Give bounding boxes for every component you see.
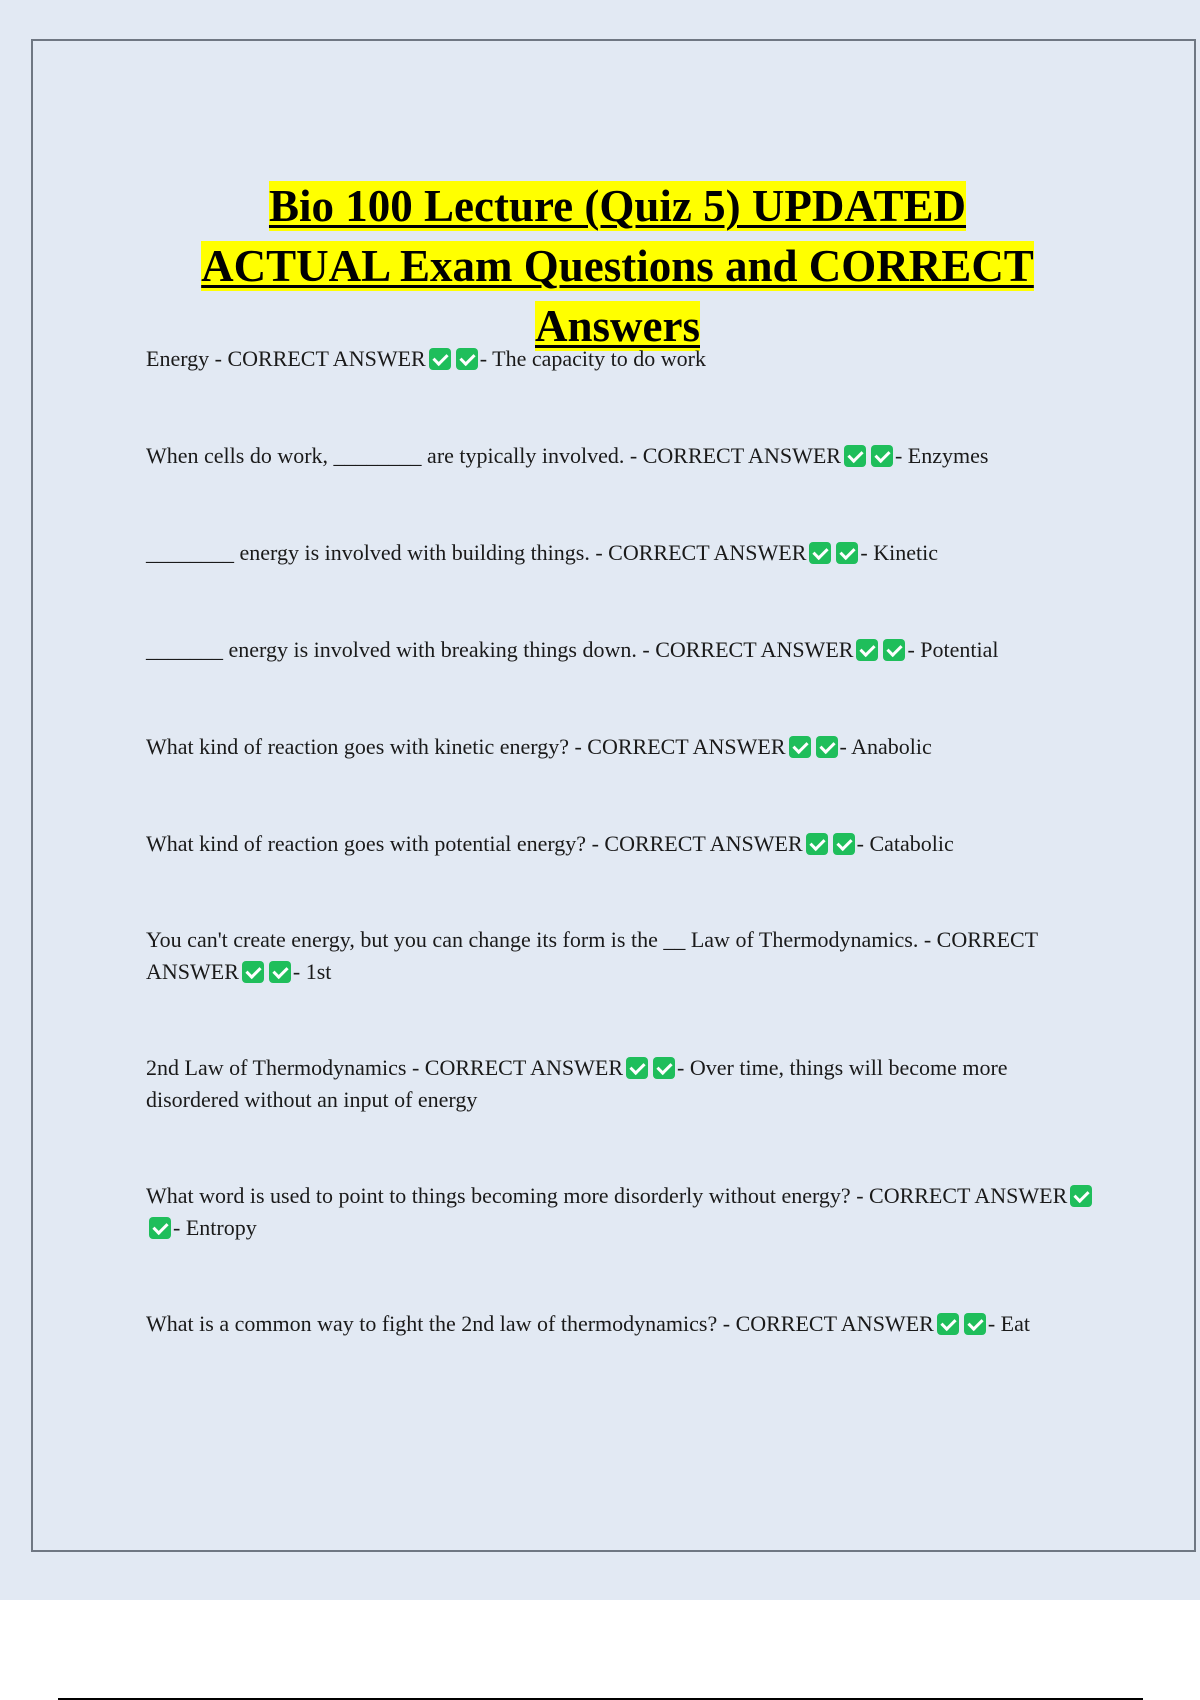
answer-text: - The capacity to do work	[479, 346, 706, 371]
title-line-3: Answers	[535, 301, 700, 352]
check-box-icon	[856, 639, 878, 661]
check-box-icon	[964, 1313, 986, 1335]
question-text: 2nd Law of Thermodynamics - CORRECT ANSWER	[146, 1055, 624, 1080]
qa-item-10	[146, 1308, 1096, 1340]
check-box-icon	[242, 961, 264, 983]
check-box-icon	[653, 1057, 675, 1079]
title-line-1: Bio 100 Lecture (Quiz 5) UPDATED	[268, 181, 967, 232]
answer-text: - Anabolic	[839, 734, 932, 759]
qa-item-9	[146, 1180, 1096, 1244]
answer-text: - Enzymes	[894, 443, 989, 468]
check-box-icon	[844, 445, 866, 467]
answer-text: - Kinetic	[860, 540, 939, 565]
answer-text: - Over time, things will become more disordered without an input of energy	[146, 1055, 1008, 1112]
qa-item-3	[146, 537, 1096, 569]
question-text: What is a common way to fight the 2nd law of thermodynamics? - CORRECT ANSWER	[146, 1311, 934, 1336]
question-text: You can't create energy, but you can change its form is the __ Law of Thermodynamics. - CORRECT ANSWER	[146, 927, 1038, 984]
answer-text: - Entropy	[173, 1215, 257, 1240]
check-box-icon	[456, 348, 478, 370]
answer-text: - Eat	[987, 1311, 1030, 1336]
qa-item-6	[146, 828, 1096, 860]
check-box-icon	[789, 736, 811, 758]
qa-item-7	[146, 924, 1096, 988]
check-box-icon	[937, 1313, 959, 1335]
question-text: _______ energy is involved with breaking things down. - CORRECT ANSWER	[146, 637, 854, 662]
check-box-icon	[871, 445, 893, 467]
check-box-icon	[429, 348, 451, 370]
check-box-icon	[1070, 1185, 1092, 1207]
question-text: ________ energy is involved with building things. - CORRECT ANSWER	[146, 540, 807, 565]
answer-text: - 1st	[292, 959, 332, 984]
check-box-icon	[149, 1217, 171, 1239]
check-box-icon	[806, 833, 828, 855]
qa-item-4	[146, 634, 1096, 666]
check-box-icon	[836, 542, 858, 564]
question-text: Energy - CORRECT ANSWER	[146, 346, 426, 371]
check-box-icon	[269, 961, 291, 983]
check-box-icon	[883, 639, 905, 661]
answer-text: - Potential	[907, 637, 999, 662]
check-box-icon	[833, 833, 855, 855]
qa-item-5	[146, 731, 1096, 763]
answer-text: - Catabolic	[856, 831, 954, 856]
question-text: What word is used to point to things becoming more disorderly without energy? - CORRECT ANSWER	[146, 1183, 1068, 1208]
check-box-icon	[816, 736, 838, 758]
qa-item-8	[146, 1052, 1096, 1116]
question-text: What kind of reaction goes with potential energy? - CORRECT ANSWER	[146, 831, 803, 856]
question-text: What kind of reaction goes with kinetic energy? - CORRECT ANSWER	[146, 734, 786, 759]
check-box-icon	[809, 542, 831, 564]
document-title	[130, 176, 1105, 356]
qa-item-1	[146, 343, 1096, 375]
question-text: When cells do work, ________ are typically involved. - CORRECT ANSWER	[146, 443, 841, 468]
title-line-2: ACTUAL Exam Questions and CORRECT	[201, 241, 1034, 292]
qa-item-2	[146, 440, 1096, 472]
qa-list	[146, 343, 1096, 1340]
check-box-icon	[626, 1057, 648, 1079]
